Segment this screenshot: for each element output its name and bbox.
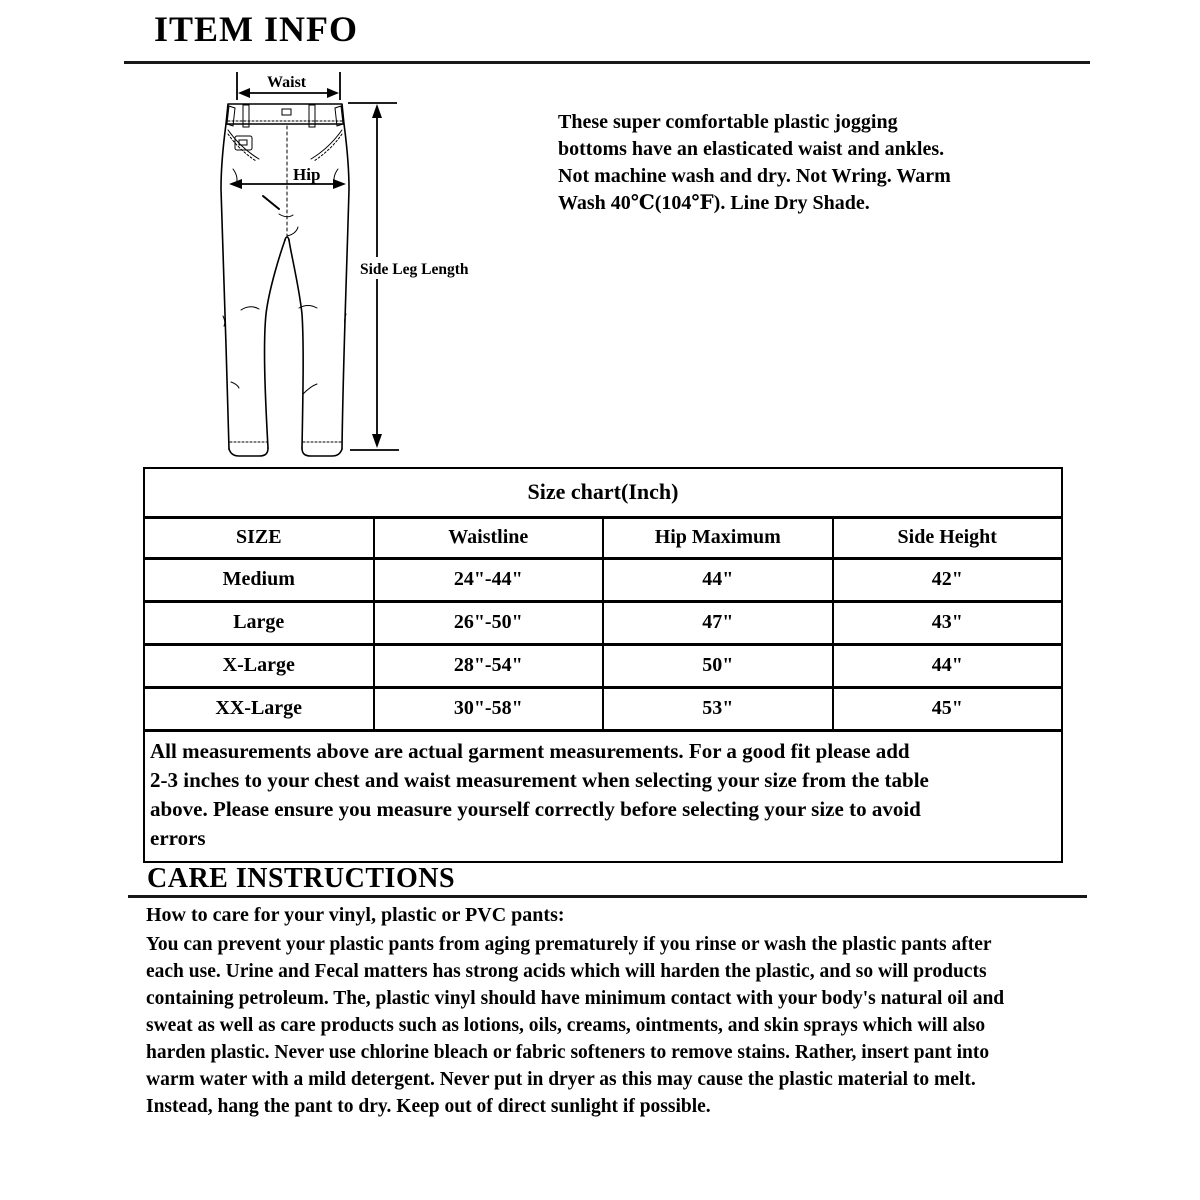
care-body-text: You can prevent your plastic pants from aging prematurely if you rinse or wash the plastic pants after each use. Urine and Fecal matters has strong acids which will harden the plastic, and so will products containing petroleum. The, plastic vinyl should have minimum contact with your body's natural oil and sweat as well as care products such as lotions, oils, creams, ointments, and skin sprays which will also harden plastic. Never use chlorine bleach or fabric softeners to remove stains. Rather, insert pant into warm water with a mild detergent. Never put in dryer as this may cause the plastic material to melt. Instead, hang the pant to dry. Keep out of direct sunlight if possible. xyxy=(146,934,1005,1117)
col-header-hip-maximum: Hip Maximum xyxy=(603,517,833,558)
care-divider xyxy=(128,895,1087,898)
size-row-large xyxy=(144,601,1062,644)
waist-label: Waist xyxy=(267,74,307,91)
cell-waistline: 26"-50" xyxy=(374,601,604,644)
page-title: ITEM INFO xyxy=(154,9,359,49)
size-row-medium xyxy=(144,558,1062,601)
size-row-xx-large xyxy=(144,687,1062,730)
hip-label: Hip xyxy=(293,165,321,184)
cell-side-height: 43" xyxy=(833,601,1063,644)
cell-size: X-Large xyxy=(144,644,374,687)
size-chart-note-row xyxy=(144,730,1062,862)
cell-side-height: 45" xyxy=(833,687,1063,730)
size-chart-note: All measurements above are actual garment measurements. For a good fit please add 2-3 inches to your chest and waist measurement when selecting your size from the table above. Please ensure you measure yourself correctly before selecting your size to avoid errors xyxy=(144,730,1062,862)
product-description: These super comfortable plastic jogging bottoms have an elasticated waist and ankles. Not machine wash and dry. Not Wring. Warm Wash 40℃(104℉). Line Dry Shade. xyxy=(558,111,951,214)
cell-size: Large xyxy=(144,601,374,644)
care-instructions-title: CARE INSTRUCTIONS xyxy=(147,863,456,894)
pants-details xyxy=(223,105,346,442)
size-chart-title: Size chart(Inch) xyxy=(144,468,1062,517)
cell-hip: 50" xyxy=(603,644,833,687)
pants-outline xyxy=(221,104,349,456)
cell-waistline: 28"-54" xyxy=(374,644,604,687)
col-header-side-height: Side Height xyxy=(833,517,1063,558)
cell-side-height: 42" xyxy=(833,558,1063,601)
side-leg-length-label: Side Leg Length xyxy=(360,261,469,278)
pants-measurement-diagram xyxy=(183,64,503,462)
cell-waistline: 24"-44" xyxy=(374,558,604,601)
col-header-size: SIZE xyxy=(144,517,374,558)
cell-hip: 53" xyxy=(603,687,833,730)
cell-size: XX-Large xyxy=(144,687,374,730)
size-chart-title-row xyxy=(144,468,1062,517)
col-header-waistline: Waistline xyxy=(374,517,604,558)
care-heading: How to care for your vinyl, plastic or PVC pants: xyxy=(146,904,565,926)
size-chart-header-row xyxy=(144,517,1062,558)
cell-waistline: 30"-58" xyxy=(374,687,604,730)
cell-size: Medium xyxy=(144,558,374,601)
cell-hip: 47" xyxy=(603,601,833,644)
size-chart-table xyxy=(143,467,1063,863)
size-row-x-large xyxy=(144,644,1062,687)
cell-side-height: 44" xyxy=(833,644,1063,687)
cell-hip: 44" xyxy=(603,558,833,601)
